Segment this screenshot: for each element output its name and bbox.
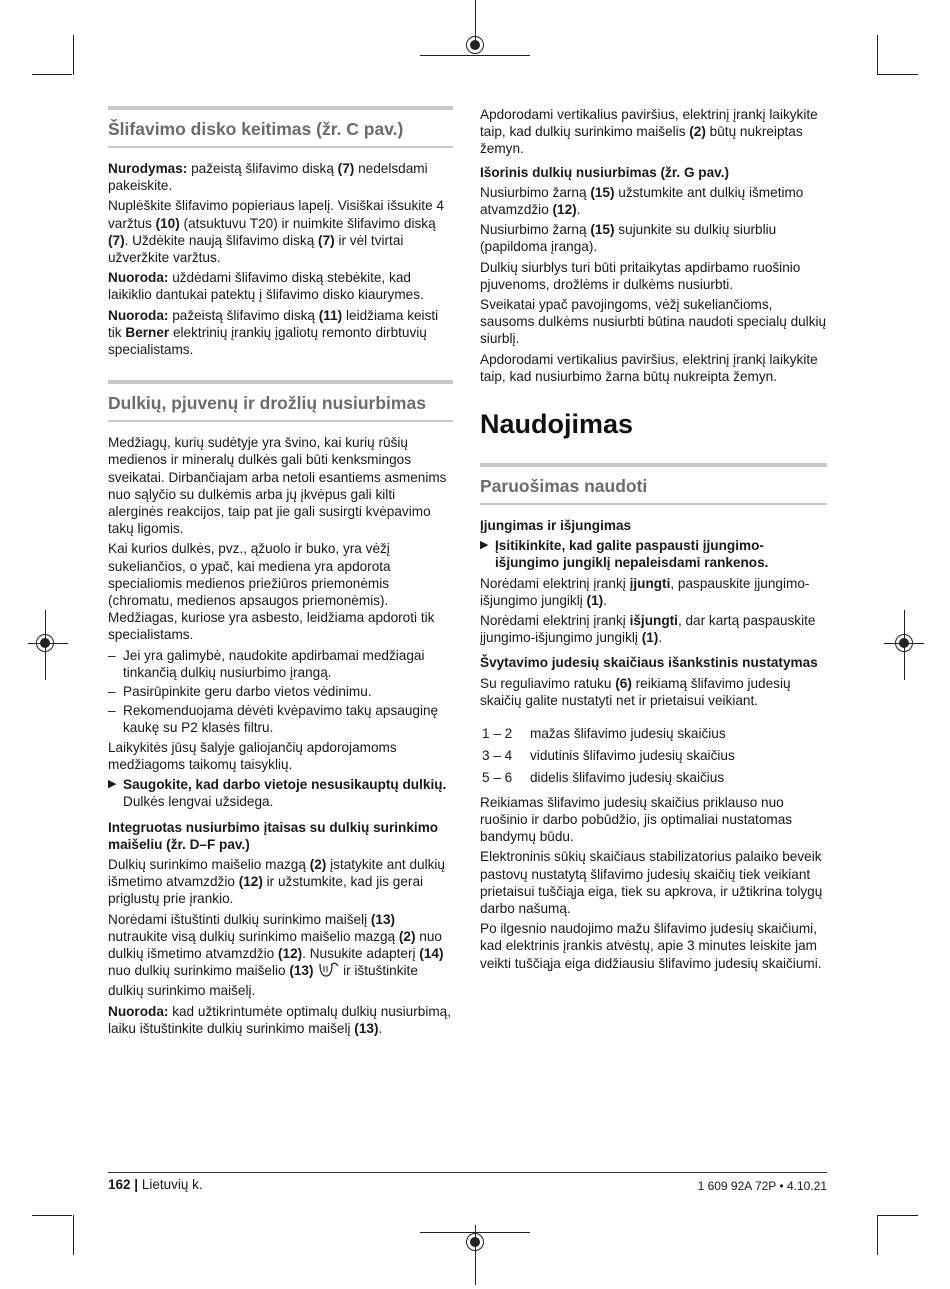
dash-list xyxy=(108,647,453,737)
arrow-right-icon: ▶ xyxy=(480,539,489,552)
subheading-external: Išorinis dulkių nusiurbimas (žr. G pav.) xyxy=(480,164,730,180)
table-row: 1 – 2 mažas šlifavimo judesių skaičius xyxy=(482,726,726,742)
heading-preparation: Paruošimas naudoti xyxy=(480,463,827,505)
crop-mark xyxy=(878,1215,918,1216)
footer-separator: | xyxy=(134,1177,139,1192)
warning-item: ▶ Saugokite, kad darbo vietoje nesusikauptų dulkių. Dulkės lengvai užsidega. xyxy=(108,777,447,810)
speed-table xyxy=(480,723,735,790)
registration-crosshair-icon xyxy=(895,634,913,652)
left-column xyxy=(108,106,453,1040)
heading-disk-change: Šlifavimo disko keitimas (žr. C pav.) xyxy=(108,106,453,148)
paragraph: Su reguliavimo ratuku (6) reikiamą šlifavimo judesių skaičių galite nustatyti net ir prietaisui veikiant. xyxy=(480,675,791,708)
registration-line xyxy=(420,55,530,56)
subheading-speed: Švytavimo judesių skaičiaus išankstinis nustatymas xyxy=(480,655,818,671)
crop-mark xyxy=(32,1215,72,1216)
paragraph: Po ilgesnio naudojimo mažu šlifavimo judesių skaičiumi, kad elektrinis įrankis atvėstų, apie 3 minutes leiskite jam veikti tuščiąja eiga didžiausiu šlifavimo judesių skaičiumi. xyxy=(480,921,822,971)
right-column xyxy=(480,106,827,975)
paragraph: Reikiamas šlifavimo judesių skaičius priklauso nuo ruošinio ir darbo pobūdžio, jis optimaliai nustatomas bandymų būdu. xyxy=(480,794,793,845)
paragraph: Dulkių surinkimo maišelio mazgą (2) įstatykite ant dulkių išmetimo atvamzdžio (12) ir užstumkite, kad jis gerai priglustų prie įrankio. xyxy=(108,856,445,907)
footer-rule xyxy=(108,1172,827,1173)
crop-mark xyxy=(73,1215,74,1255)
footer-code: 1 609 92A 72P • 4.10.21 xyxy=(697,1179,827,1193)
paragraph: Norėdami elektrinį įrankį įjungti, paspauskite įjungimo-išjungimo jungiklį (1). xyxy=(480,575,810,608)
table-row: 3 – 4 vidutinis šlifavimo judesių skaičius xyxy=(482,748,735,764)
paragraph: Nurodymas: pažeistą šlifavimo diską (7) nedelsdami pakeiskite. xyxy=(108,161,428,194)
paragraph: Apdorodami vertikalius paviršius, elektrinį įrankį laikykite taip, kad nusiurbimo žarna būtų nukreipta žemyn. xyxy=(480,351,818,384)
note: Nuoroda: kad užtikrintumėte optimalų dulkių nusiurbimą, laiku ištuštinkite dulkių surinkimo maišelį (13). xyxy=(108,1003,452,1036)
list-item: – Jei yra galimybė, naudokite apdirbamai medžiagai tinkančią dulkių nusiurbimo įrangą. xyxy=(108,647,453,681)
note: Nuoroda: pažeistą šlifavimo diską (11) leidžiama keisti tik Berner elektrinių įrankių įgaliotų remonto dirbtuvių specialistams. xyxy=(108,307,439,358)
crop-mark xyxy=(878,74,918,75)
paragraph: Nuplėškite šlifavimo popieriaus lapelį. Visiškai išsukite 4 varžtus (10) (atsuktuvu T20) ir nuimkite šlifavimo diską (7). Uždėkite naują šlifavimo diską (7) ir vėl tvirtai užveržkite varžtus. xyxy=(108,198,444,266)
instruction-item: ▶ Įsitikinkite, kad galite paspausti įjungimo-išjungimo jungiklį nepaleisdami rankenos. xyxy=(480,538,769,571)
paragraph: Sveikatai ypač pavojingoms, vėžį sukeliančioms, sausoms dulkėms nusiurbti būtina naudoti specialų dulkių siurblį. xyxy=(480,297,827,347)
crop-mark xyxy=(877,35,878,75)
crop-mark xyxy=(32,74,72,75)
paragraph: Medžiagų, kurių sudėtyje yra švino, kai kurių rūšių medienos ir mineralų dulkės gali būti kenksmingos sveikatai. Dirbančiajam arba netoli esantiems asmenims nuo sąlyčio su dulkėmis arba jų įkvėpus gali kilti alerginės reakcijos, taip pat jie gali susirgti kvėpavimo takų ligomis. xyxy=(108,435,447,537)
dust-bag-icon xyxy=(317,962,339,982)
paragraph: Kai kurios dulkės, pvz., ąžuolo ir buko, yra vėžį sukeliančios, o ypač, kai mediena yra apdorota specialiomis medienos priežiūros priemonėmis (chromatu, medienos apsaugos priemonėmis). Medžiagas, kuriose yra asbesto, leidžiama apdoroti tik specialistams. xyxy=(108,541,435,643)
paragraph: Nusiurbimo žarną (15) sujunkite su dulkių siurbliu (papildoma įranga). xyxy=(480,222,777,255)
paragraph: Nusiurbimo žarną (15) užstumkite ant dulkių išmetimo atvamzdžio (12). xyxy=(480,184,804,218)
footer-left xyxy=(108,1177,203,1192)
paragraph: Dulkių siurblys turi būti pritaikytas apdirbamo ruošinio pjuvenoms, drožlėms ir dulkėms nusiurbti. xyxy=(480,259,801,292)
footer-language: Lietuvių k. xyxy=(141,1177,203,1192)
page-number: 162 xyxy=(108,1177,131,1192)
crop-mark xyxy=(73,35,74,75)
heading-dust-extraction: Dulkių, pjuvenų ir drožlių nusiurbimas xyxy=(108,380,453,422)
registration-crosshair-icon xyxy=(36,634,54,652)
arrow-right-icon: ▶ xyxy=(108,778,117,791)
paragraph: Apdorodami vertikalius paviršius, elektrinį įrankį laikykite taip, kad dulkių surinkimo maišelis (2) būtų nukreiptas žemyn. xyxy=(480,107,818,157)
note: Nuoroda: uždėdami šlifavimo diską stebėkite, kad laikiklio dantukai patektų į šlifavimo disko kiaurymes. xyxy=(108,270,424,303)
crop-mark xyxy=(877,1215,878,1255)
list-item: – Pasirūpinkite geru darbo vietos vėdinimu. xyxy=(108,683,453,700)
paragraph: Laikykitės jūsų šalyje galiojančių apdorojamoms medžiagoms taikomų taisyklių. xyxy=(108,739,397,772)
paragraph: Elektroninis sūkių skaičiaus stabilizatorius palaiko beveik pastovų nustatytą šlifavimo judesių skaičių tiek veikiant prietaisui tuščiąja eiga, tiek su apkrova, ir užtikrina tolygų darbo našumą. xyxy=(480,849,823,916)
paragraph: Norėdami elektrinį įrankį išjungti, dar kartą paspauskite įjungimo-išjungimo jungiklį (1). xyxy=(480,613,816,646)
subheading-integrated: Integruotas nusiurbimo įtaisas su dulkių surinkimo maišeliu (žr. D–F pav.) xyxy=(108,819,439,852)
registration-crosshair-icon xyxy=(466,36,484,54)
paragraph: Norėdami ištuštinti dulkių surinkimo maišelį (13) nutraukite visą dulkių surinkimo maišelio mazgą (2) nuo dulkių išmetimo atvamzdžio (12). Nusukite adapterį (14) nuo dulkių surinkimo maišelio (13) ir ištuštinkite dulkių surinkimo maišelį. xyxy=(108,911,444,999)
registration-crosshair-icon xyxy=(466,1233,484,1251)
table-row: 5 – 6 didelis šlifavimo judesių skaičius xyxy=(482,770,725,786)
subheading-on-off: Įjungimas ir išjungimas xyxy=(480,518,632,534)
list-item: – Rekomenduojama dėvėti kvėpavimo takų apsauginę kaukę su P2 klasės filtru. xyxy=(108,702,453,736)
chapter-title: Naudojimas xyxy=(480,409,634,440)
